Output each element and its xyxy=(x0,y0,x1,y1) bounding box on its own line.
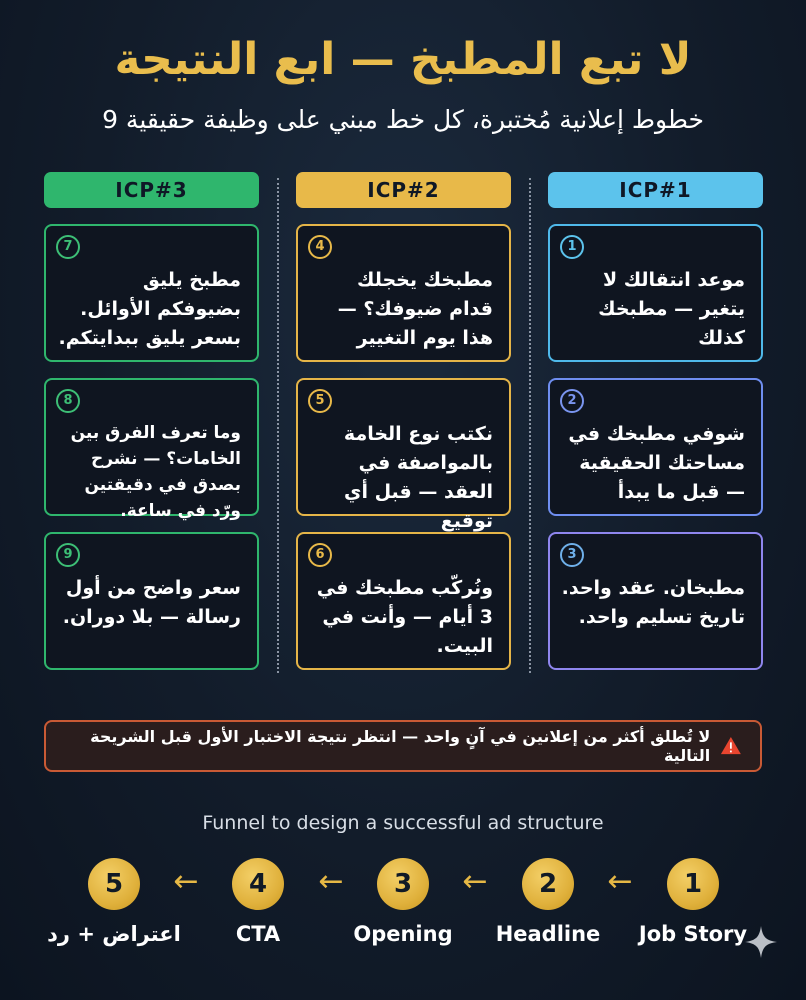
ad-line-card-6 xyxy=(296,532,511,670)
step-number-circle: 2 xyxy=(522,858,574,910)
step-number-circle: 3 xyxy=(377,858,429,910)
card-number-badge: 5 xyxy=(308,389,332,413)
card-text: نكتب نوع الخامة بالمواصفة في العقد — قبل أي توقيع xyxy=(343,423,493,532)
ad-line-card-9 xyxy=(44,532,259,670)
card-text: شوفي مطبخك في مساحتك الحقيقية — قبل ما يبدأ xyxy=(568,423,745,503)
page-title: لا تبع المطبخ — ابع النتيجة xyxy=(114,34,692,85)
card-text: موعد انتقالك لا يتغير — مطبخك كذلك xyxy=(598,269,745,349)
sparkle-icon xyxy=(743,924,779,960)
page-subtitle: 9 خطوط إعلانية مُختبرة، كل خط مبني على وظيفة حقيقية xyxy=(102,105,704,134)
ad-line-card-2 xyxy=(548,378,763,516)
step-number-circle: 4 xyxy=(232,858,284,910)
warning-banner xyxy=(44,720,762,772)
left-arrow-icon: ← xyxy=(173,864,199,899)
ad-line-card-1 xyxy=(548,224,763,362)
card-text: ونُركّب مطبخك في 3 أيام — وأنت في البيت. xyxy=(316,577,493,657)
ad-line-card-3 xyxy=(548,532,763,670)
step-label: Opening xyxy=(353,922,453,946)
ad-line-card-5 xyxy=(296,378,511,532)
column-divider xyxy=(277,178,279,673)
step-label: Headline xyxy=(495,922,601,946)
step-label: اعتراض + رد xyxy=(47,922,181,946)
icp1-column xyxy=(548,172,763,628)
card-number-badge: 9 xyxy=(56,543,80,567)
icp2-column xyxy=(296,172,511,657)
step-number-circle: 5 xyxy=(88,858,140,910)
card-number-badge: 7 xyxy=(56,235,80,259)
ad-line-card-4 xyxy=(296,224,511,362)
icp3-header: ICP#3 xyxy=(44,172,259,208)
card-number-badge: 1 xyxy=(560,235,584,259)
warning-triangle-icon xyxy=(720,735,742,757)
left-arrow-icon: ← xyxy=(318,864,344,899)
card-number-badge: 6 xyxy=(308,543,332,567)
card-text: مطبخ يليق بضيوفكم الأوائل. بسعر يليق ببدايتكم. xyxy=(58,269,241,349)
warning-text: لا تُطلق أكثر من إعلانين في آنٍ واحد — انتظر نتيجة الاختبار الأول قبل الشريحة التالية xyxy=(90,727,711,765)
card-number-badge: 2 xyxy=(560,389,584,413)
funnel-step-5 xyxy=(24,858,204,946)
column-divider xyxy=(529,178,531,673)
card-text: وما تعرف الفرق بين الخامات؟ — نشرح بصدق في دقيقتين ورّد في ساعة. xyxy=(70,423,241,521)
card-text: سعر واضح من أول رسالة — بلا دوران. xyxy=(62,577,241,628)
funnel-title: Funnel to design a successful ad structure xyxy=(202,812,604,834)
icp2-header: ICP#2 xyxy=(296,172,511,208)
left-arrow-icon: ← xyxy=(462,864,488,899)
icp1-header: ICP#1 xyxy=(548,172,763,208)
step-label: Job Story xyxy=(638,922,748,946)
step-number-circle: 1 xyxy=(667,858,719,910)
card-text: مطبخان. عقد واحد. تاريخ تسليم واحد. xyxy=(561,577,745,628)
card-text: مطبخك يخجلك قدام ضيوفك؟ — هذا يوم التغيير xyxy=(337,269,493,349)
left-arrow-icon: ← xyxy=(607,864,633,899)
ad-line-card-7 xyxy=(44,224,259,362)
card-number-badge: 8 xyxy=(56,389,80,413)
icp3-column xyxy=(44,172,259,628)
card-number-badge: 3 xyxy=(560,543,584,567)
ad-line-card-8 xyxy=(44,378,259,521)
card-number-badge: 4 xyxy=(308,235,332,259)
step-label: CTA xyxy=(235,922,281,946)
